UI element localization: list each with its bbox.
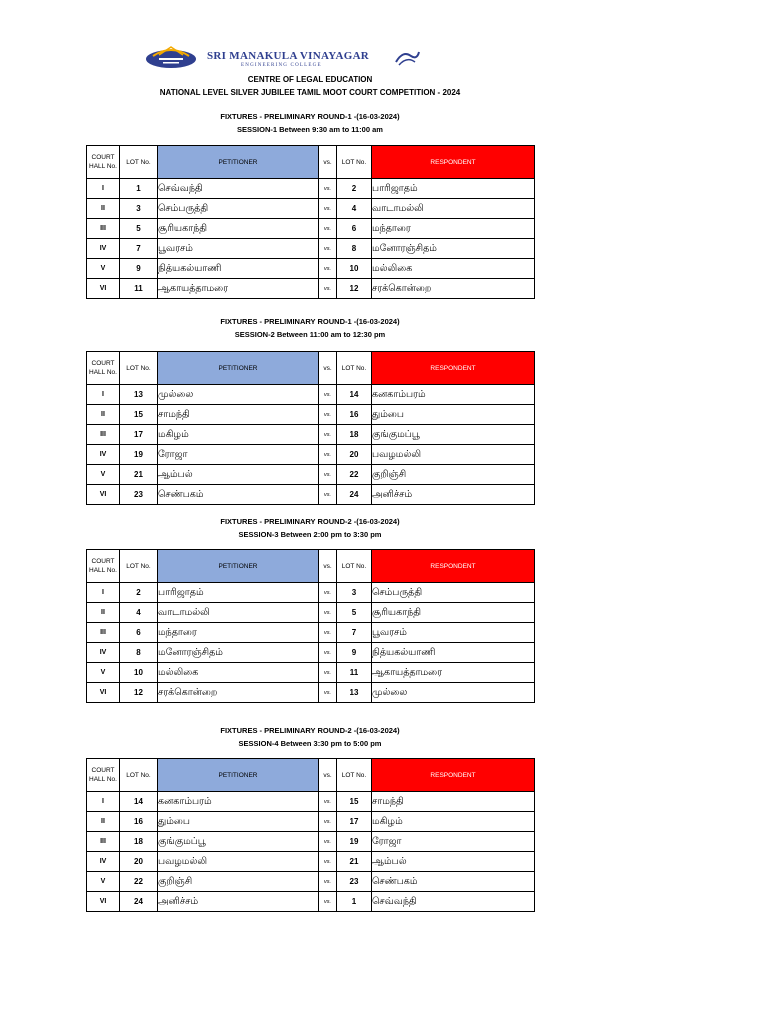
respondent-lot-cell: 18	[337, 425, 372, 445]
respondent-name-cell: மனோரஞ்சிதம்	[372, 239, 535, 259]
court-hall-header: COURT HALL No.	[87, 550, 120, 583]
petitioner-lot-cell: 8	[120, 643, 158, 663]
petitioner-lot-cell: 16	[120, 812, 158, 832]
table-row	[87, 792, 535, 812]
vs-cell: vs.	[319, 179, 337, 199]
respondent-name-cell: நித்யகல்யாணி	[372, 643, 535, 663]
respondent-lot-cell: 3	[337, 583, 372, 603]
respondent-name-cell: முல்லை	[372, 683, 535, 703]
vs-cell: vs.	[319, 239, 337, 259]
respondent-lot-cell: 15	[337, 792, 372, 812]
vs-cell: vs.	[319, 812, 337, 832]
petitioner-name-cell: முல்லை	[158, 385, 319, 405]
respondent-lot-cell: 1	[337, 892, 372, 912]
fixtures-table	[86, 351, 535, 505]
respondent-lot-cell: 17	[337, 812, 372, 832]
petitioner-name-cell: கனகாம்பரம்	[158, 792, 319, 812]
swirl-mark-icon	[393, 48, 421, 68]
table-row	[87, 643, 535, 663]
petitioner-lot-cell: 9	[120, 259, 158, 279]
petitioner-name-cell: ரோஜா	[158, 445, 319, 465]
vs-cell: vs.	[319, 259, 337, 279]
petitioner-name-cell: செண்பகம்	[158, 485, 319, 505]
round-title: FIXTURES - PRELIMINARY ROUND-2 -(16-03-2024)	[220, 726, 400, 735]
table-row	[87, 199, 535, 219]
vs-cell: vs.	[319, 832, 337, 852]
table-row	[87, 583, 535, 603]
court-hall-cell: II	[87, 405, 120, 425]
lot-header: LOT No.	[337, 550, 372, 583]
lot-header: LOT No.	[120, 550, 158, 583]
court-hall-cell: II	[87, 199, 120, 219]
respondent-lot-cell: 10	[337, 259, 372, 279]
lot-header: LOT No.	[120, 146, 158, 179]
petitioner-lot-cell: 18	[120, 832, 158, 852]
table-header-row	[87, 146, 535, 179]
table-row	[87, 812, 535, 832]
round-title: FIXTURES - PRELIMINARY ROUND-1 -(16-03-2024)	[220, 112, 400, 121]
vs-header: vs.	[319, 550, 337, 583]
table-row	[87, 485, 535, 505]
table-row	[87, 683, 535, 703]
lot-header: LOT No.	[120, 352, 158, 385]
respondent-name-cell: வாடாமல்லி	[372, 199, 535, 219]
respondent-name-cell: சூரியகாந்தி	[372, 603, 535, 623]
vs-cell: vs.	[319, 623, 337, 643]
respondent-lot-cell: 16	[337, 405, 372, 425]
petitioner-lot-cell: 5	[120, 219, 158, 239]
court-hall-cell: I	[87, 385, 120, 405]
court-hall-cell: VI	[87, 892, 120, 912]
table-row	[87, 663, 535, 683]
court-hall-header: COURT HALL No.	[87, 146, 120, 179]
respondent-lot-cell: 14	[337, 385, 372, 405]
petitioner-name-cell: குங்குமப்பூ	[158, 832, 319, 852]
petitioner-lot-cell: 1	[120, 179, 158, 199]
vs-cell: vs.	[319, 485, 337, 505]
table-header-row	[87, 352, 535, 385]
court-hall-cell: I	[87, 583, 120, 603]
respondent-name-cell: ஆகாயத்தாமரை	[372, 663, 535, 683]
table-row	[87, 465, 535, 485]
college-subtitle: ENGINEERING COLLEGE	[241, 63, 322, 68]
court-hall-cell: III	[87, 623, 120, 643]
session-title: SESSION-4 Between 3:30 pm to 5:00 pm	[238, 739, 382, 748]
vs-cell: vs.	[319, 465, 337, 485]
petitioner-name-cell: மல்லிகை	[158, 663, 319, 683]
vs-cell: vs.	[319, 683, 337, 703]
court-hall-cell: II	[87, 603, 120, 623]
table-row	[87, 623, 535, 643]
table-row	[87, 892, 535, 912]
table-row	[87, 852, 535, 872]
petitioner-name-cell: பூவரசம்	[158, 239, 319, 259]
vs-cell: vs.	[319, 872, 337, 892]
court-hall-cell: V	[87, 465, 120, 485]
petitioner-lot-cell: 4	[120, 603, 158, 623]
respondent-lot-cell: 13	[337, 683, 372, 703]
petitioner-name-cell: ஆம்பல்	[158, 465, 319, 485]
court-hall-cell: III	[87, 219, 120, 239]
respondent-name-cell: செம்பருத்தி	[372, 583, 535, 603]
respondent-name-cell: தும்பை	[372, 405, 535, 425]
petitioner-lot-cell: 22	[120, 872, 158, 892]
petitioner-header: PETITIONER	[158, 146, 319, 179]
court-hall-header: COURT HALL No.	[87, 352, 120, 385]
respondent-lot-cell: 20	[337, 445, 372, 465]
respondent-lot-cell: 23	[337, 872, 372, 892]
petitioner-name-cell: தும்பை	[158, 812, 319, 832]
petitioner-name-cell: மந்தாரை	[158, 623, 319, 643]
petitioner-name-cell: ஆகாயத்தாமரை	[158, 279, 319, 299]
court-hall-cell: VI	[87, 683, 120, 703]
petitioner-lot-cell: 11	[120, 279, 158, 299]
respondent-lot-cell: 22	[337, 465, 372, 485]
vs-cell: vs.	[319, 852, 337, 872]
vs-cell: vs.	[319, 603, 337, 623]
table-row	[87, 179, 535, 199]
table-row	[87, 603, 535, 623]
respondent-name-cell: சாமந்தி	[372, 792, 535, 812]
court-hall-cell: VI	[87, 485, 120, 505]
petitioner-lot-cell: 21	[120, 465, 158, 485]
vs-cell: vs.	[319, 892, 337, 912]
college-emblem-icon	[145, 44, 197, 72]
round-title: FIXTURES - PRELIMINARY ROUND-1 -(16-03-2024)	[220, 317, 400, 326]
petitioner-lot-cell: 10	[120, 663, 158, 683]
petitioner-header: PETITIONER	[158, 550, 319, 583]
respondent-name-cell: பூவரசம்	[372, 623, 535, 643]
petitioner-lot-cell: 13	[120, 385, 158, 405]
vs-header: vs.	[319, 352, 337, 385]
vs-cell: vs.	[319, 643, 337, 663]
court-hall-cell: IV	[87, 239, 120, 259]
respondent-lot-cell: 21	[337, 852, 372, 872]
vs-cell: vs.	[319, 405, 337, 425]
court-hall-cell: III	[87, 425, 120, 445]
respondent-header: RESPONDENT	[372, 550, 535, 583]
petitioner-lot-cell: 17	[120, 425, 158, 445]
fixtures-table	[86, 145, 535, 299]
petitioner-lot-cell: 12	[120, 683, 158, 703]
petitioner-name-cell: பவழமல்லி	[158, 852, 319, 872]
respondent-name-cell: அனிச்சம்	[372, 485, 535, 505]
vs-cell: vs.	[319, 792, 337, 812]
table-row	[87, 385, 535, 405]
petitioner-lot-cell: 19	[120, 445, 158, 465]
respondent-name-cell: மல்லிகை	[372, 259, 535, 279]
lot-header: LOT No.	[337, 759, 372, 792]
respondent-name-cell: கனகாம்பரம்	[372, 385, 535, 405]
vs-header: vs.	[319, 146, 337, 179]
petitioner-lot-cell: 14	[120, 792, 158, 812]
petitioner-lot-cell: 20	[120, 852, 158, 872]
table-row	[87, 405, 535, 425]
respondent-name-cell: சரக்கொன்றை	[372, 279, 535, 299]
table-header-row	[87, 759, 535, 792]
table-row	[87, 425, 535, 445]
court-hall-cell: IV	[87, 445, 120, 465]
respondent-name-cell: மகிழம்	[372, 812, 535, 832]
respondent-name-cell: ரோஜா	[372, 832, 535, 852]
petitioner-lot-cell: 15	[120, 405, 158, 425]
petitioner-name-cell: மனோரஞ்சிதம்	[158, 643, 319, 663]
petitioner-name-cell: செம்பருத்தி	[158, 199, 319, 219]
petitioner-lot-cell: 2	[120, 583, 158, 603]
vs-cell: vs.	[319, 425, 337, 445]
court-hall-cell: I	[87, 792, 120, 812]
petitioner-lot-cell: 24	[120, 892, 158, 912]
respondent-lot-cell: 5	[337, 603, 372, 623]
court-hall-cell: V	[87, 872, 120, 892]
petitioner-lot-cell: 7	[120, 239, 158, 259]
petitioner-name-cell: பாரிஜாதம்	[158, 583, 319, 603]
respondent-header: RESPONDENT	[372, 146, 535, 179]
petitioner-name-cell: மகிழம்	[158, 425, 319, 445]
petitioner-lot-cell: 23	[120, 485, 158, 505]
vs-cell: vs.	[319, 445, 337, 465]
respondent-name-cell: செவ்வந்தி	[372, 892, 535, 912]
respondent-name-cell: செண்பகம்	[372, 872, 535, 892]
college-logo	[145, 44, 435, 74]
round-title: FIXTURES - PRELIMINARY ROUND-2 -(16-03-2024)	[220, 517, 400, 526]
session-title: SESSION-2 Between 11:00 am to 12:30 pm	[234, 330, 386, 339]
respondent-header: RESPONDENT	[372, 759, 535, 792]
petitioner-name-cell: அனிச்சம்	[158, 892, 319, 912]
respondent-lot-cell: 4	[337, 199, 372, 219]
competition-title: NATIONAL LEVEL SILVER JUBILEE TAMIL MOOT COURT COMPETITION - 2024	[159, 88, 461, 97]
table-row	[87, 872, 535, 892]
respondent-lot-cell: 9	[337, 643, 372, 663]
respondent-name-cell: பாரிஜாதம்	[372, 179, 535, 199]
petitioner-name-cell: நித்யகல்யாணி	[158, 259, 319, 279]
petitioner-name-cell: வாடாமல்லி	[158, 603, 319, 623]
respondent-name-cell: குறிஞ்சி	[372, 465, 535, 485]
table-header-row	[87, 550, 535, 583]
vs-cell: vs.	[319, 279, 337, 299]
court-hall-cell: I	[87, 179, 120, 199]
lot-header: LOT No.	[337, 352, 372, 385]
court-hall-cell: II	[87, 812, 120, 832]
respondent-name-cell: குங்குமப்பூ	[372, 425, 535, 445]
respondent-lot-cell: 8	[337, 239, 372, 259]
petitioner-name-cell: குறிஞ்சி	[158, 872, 319, 892]
petitioner-name-cell: செவ்வந்தி	[158, 179, 319, 199]
respondent-header: RESPONDENT	[372, 352, 535, 385]
court-hall-cell: IV	[87, 643, 120, 663]
session-title: SESSION-3 Between 2:00 pm to 3:30 pm	[238, 530, 382, 539]
petitioner-header: PETITIONER	[158, 759, 319, 792]
respondent-lot-cell: 2	[337, 179, 372, 199]
table-row	[87, 445, 535, 465]
court-hall-header: COURT HALL No.	[87, 759, 120, 792]
table-row	[87, 239, 535, 259]
table-row	[87, 219, 535, 239]
centre-title: CENTRE OF LEGAL EDUCATION	[247, 75, 373, 84]
lot-header: LOT No.	[120, 759, 158, 792]
petitioner-name-cell: சூரியகாந்தி	[158, 219, 319, 239]
table-row	[87, 259, 535, 279]
petitioner-header: PETITIONER	[158, 352, 319, 385]
petitioner-lot-cell: 6	[120, 623, 158, 643]
vs-cell: vs.	[319, 663, 337, 683]
court-hall-cell: III	[87, 832, 120, 852]
table-row	[87, 279, 535, 299]
vs-cell: vs.	[319, 583, 337, 603]
session-title: SESSION-1 Between 9:30 am to 11:00 am	[237, 125, 383, 134]
petitioner-lot-cell: 3	[120, 199, 158, 219]
college-name: SRI MANAKULA VINAYAGAR	[207, 50, 370, 62]
petitioner-name-cell: சரக்கொன்றை	[158, 683, 319, 703]
vs-cell: vs.	[319, 199, 337, 219]
respondent-lot-cell: 24	[337, 485, 372, 505]
respondent-name-cell: பவழமல்லி	[372, 445, 535, 465]
respondent-lot-cell: 12	[337, 279, 372, 299]
respondent-lot-cell: 11	[337, 663, 372, 683]
court-hall-cell: IV	[87, 852, 120, 872]
respondent-name-cell: ஆம்பல்	[372, 852, 535, 872]
court-hall-cell: VI	[87, 279, 120, 299]
fixtures-table	[86, 758, 535, 912]
petitioner-name-cell: சாமந்தி	[158, 405, 319, 425]
vs-header: vs.	[319, 759, 337, 792]
court-hall-cell: V	[87, 663, 120, 683]
respondent-lot-cell: 6	[337, 219, 372, 239]
table-row	[87, 832, 535, 852]
respondent-name-cell: மந்தாரை	[372, 219, 535, 239]
fixtures-table	[86, 549, 535, 703]
respondent-lot-cell: 19	[337, 832, 372, 852]
vs-cell: vs.	[319, 219, 337, 239]
court-hall-cell: V	[87, 259, 120, 279]
lot-header: LOT No.	[337, 146, 372, 179]
respondent-lot-cell: 7	[337, 623, 372, 643]
vs-cell: vs.	[319, 385, 337, 405]
